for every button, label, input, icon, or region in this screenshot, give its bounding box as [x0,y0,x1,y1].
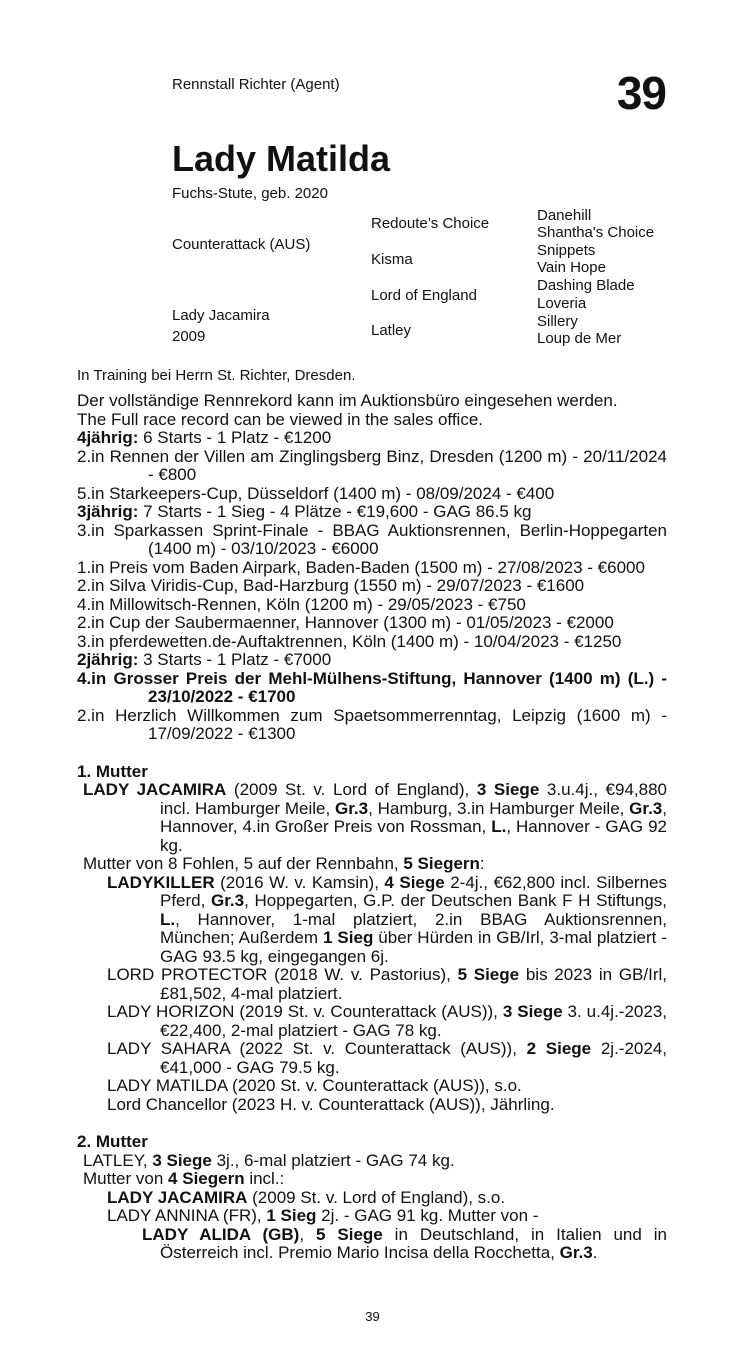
text-segment: (2009 St. v. Lord of England), [226,780,477,799]
text-segment: 3j., 6-mal platziert - GAG 74 kg. [211,1150,455,1170]
text-segment: 3.u.4j., €94,880 incl. Hamburger Meile, [160,780,667,818]
pedigree-great-grandparent: Loveria [537,295,587,312]
record-note-en: The Full race record can be viewed in the sales office. [77,409,484,429]
text-segment: 2j.-2024, €41,000 - GAG 79.5 kg. [160,1039,668,1077]
bold-segment: LADYKILLER [107,872,215,892]
text-segment: Mutter von [83,1169,169,1188]
bold-segment: 5 Siegern [403,854,480,873]
record-note-de: Der vollständige Rennrekord kann im Auktionsbüro eingesehen werden. [77,391,618,410]
text-segment: LADY MATILDA (2020 St. v. Counterattack (AUS)), s.o. [107,1076,522,1095]
bold-segment: Gr.3 [629,798,663,818]
first-dam-produce-list [77,874,667,1115]
text-segment: , Hoppegarten, G.P. der Deutschen Bank F H Stiftungs, [244,891,667,910]
second-dam-produce-intro [77,1170,667,1189]
catalogue-body [77,392,667,1263]
text-segment: LADY SAHARA (2022 St. v. Counterattack (AUS)), [107,1039,527,1058]
bold-segment: LADY ALIDA (GB) [142,1224,300,1244]
text-segment: , [299,1224,316,1244]
pedigree-sire: Counterattack (AUS) [172,236,311,253]
age-label: 2jährig: [77,650,139,669]
race-record [77,429,667,744]
pedigree-great-grandparent: Shantha's Choice [537,224,655,241]
pedigree-grandparent: Lord of England [371,287,477,304]
age-stats: 7 Starts - 1 Sieg - 4 Plätze - €19,600 - GAG 86.5 kg [138,502,532,521]
page-number: 39 [365,1309,380,1324]
bold-segment: 5 Siege [457,965,520,984]
race-result: 4.in Millowitsch-Rennen, Köln (1200 m) - 29/05/2023 - €750 [77,594,526,614]
pedigree-dam-year: 2009 [172,328,206,345]
age-summary [77,651,667,670]
second-dam-entry [77,1152,667,1171]
text-segment: LADY ANNINA (FR), [107,1206,267,1225]
text-segment: . [592,1243,598,1262]
bold-segment: Gr.3 [211,891,245,910]
bold-segment: 3 Siege [476,780,540,799]
bold-segment: L. [491,817,507,836]
text-segment: Mutter von 8 Fohlen, 5 auf der Rennbahn, [83,854,404,873]
second-dam-section [77,1133,667,1263]
text-segment: : [479,854,485,873]
bold-segment: 4 Siegern [168,1169,245,1188]
text-segment: Lord Chancellor (2023 H. v. Counterattack (AUS)), Jährling. [107,1094,555,1114]
text-segment: über Hürden in GB/Irl, 3-mal platziert - GAG 93.5 kg, eingegangen 6j. [160,928,667,966]
pedigree-great-grandparent: Sillery [537,313,578,330]
race-result: 2.in Cup der Saubermaenner, Hannover (1300 m) - 01/05/2023 - €2000 [77,613,614,632]
age-label: 4jährig: [77,428,139,447]
race-result: 2.in Herzlich Willkommen zum Spaetsommerrenntag, Leipzig (1600 m) - 17/09/2022 - €1300 [77,705,667,743]
bold-segment: 3 Siege [152,1150,212,1170]
produce-item [77,874,667,967]
pedigree-grandparent: Latley [371,322,412,339]
produce-item [77,1096,667,1115]
first-dam-section [77,763,667,1115]
first-dam-heading: 1. Mutter [77,761,148,781]
text-segment: (2016 W. v. Kamsin), [214,872,385,892]
lot-number: 39 [616,67,666,119]
age-label: 3jährig: [77,502,139,521]
race-result: 1.in Preis vom Baden Airpark, Baden-Baden (1500 m) - 27/08/2023 - €6000 [77,557,645,577]
second-dam-grand-produce [77,1226,667,1263]
bold-segment: LADY JACAMIRA [83,780,227,799]
text-segment: LORD PROTECTOR (2018 W. v. Pastorius), [107,965,458,984]
bold-segment: 4 Siege [384,872,445,892]
race-result: 5.in Starkeepers-Cup, Düsseldorf (1400 m) - 08/09/2024 - €400 [77,483,555,503]
training-info: In Training bei Herrn St. Richter, Dresden. [77,367,356,384]
produce-item [77,1207,667,1226]
text-segment: 2-4j., €62,800 incl. Silbernes Pferd, [160,872,667,910]
text-segment: 3. u.4j.-2023, €22,400, 2-mal platziert - GAG 78 kg. [160,1002,667,1040]
bold-segment: 1 Sieg [266,1206,317,1225]
pedigree-great-grandparent: Snippets [537,242,596,259]
text-segment: , Hannover - GAG 92 kg. [160,817,668,855]
race-result: 2.in Silva Viridis-Cup, Bad-Harzburg (1550 m) - 29/07/2023 - €1600 [77,576,585,595]
pedigree-dam: Lady Jacamira [172,307,270,324]
bold-segment: 1 Sieg [323,928,374,947]
first-dam-entry [77,781,667,855]
second-dam-produce-list [77,1189,667,1226]
produce-item [77,1189,667,1208]
race-result: 3.in Sparkassen Sprint-Finale - BBAG Auktionsrennen, Berlin-Hoppegarten (1400 m) - 03/10/2023 - €6000 [77,520,667,558]
pedigree-grandparent: Kisma [371,251,413,268]
race-result: 4.in Grosser Preis der Mehl-Mülhens-Stiftung, Hannover (1400 m) (L.) - 23/10/2022 - €1700 [77,668,667,706]
text-segment: in Deutschland, in Italien und in Österreich incl. Premio Mario Incisa della Rocchetta, [160,1224,667,1262]
bold-segment: 5 Siege [316,1224,383,1244]
age-summary [77,503,667,522]
pedigree-grandparent: Redoute’s Choice [371,215,490,232]
produce-item [77,1040,667,1077]
produce-item [77,1003,667,1040]
text-segment: LADY HORIZON (2019 St. v. Counterattack (AUS)), [107,1002,503,1021]
horse-name: Lady Matilda [172,138,391,179]
text-segment: incl.: [244,1169,285,1188]
second-dam-heading: 2. Mutter [77,1132,148,1151]
pedigree-great-grandparent: Loup de Mer [537,330,622,347]
pedigree-great-grandparent: Dashing Blade [537,277,635,294]
consignor: Rennstall Richter (Agent) [172,76,340,93]
first-dam-produce-intro [77,855,667,874]
pedigree-great-grandparent: Danehill [537,207,592,224]
age-stats: 3 Starts - 1 Platz - €7000 [138,650,332,669]
age-stats: 6 Starts - 1 Platz - €1200 [138,428,332,447]
text-segment: , Hannover, 1-mal platziert, 2.in BBAG Auktionsrennen, München; Außerdem [160,909,667,947]
text-segment: (2009 St. v. Lord of England), s.o. [247,1187,506,1207]
race-result: 3.in pferdewetten.de-Auftaktrennen, Köln (1400 m) - 10/04/2023 - €1250 [77,631,622,651]
text-segment: 2j. - GAG 91 kg. Mutter von - [316,1206,539,1225]
text-segment: , Hannover, 4.in Großer Preis von Rossman, [160,798,667,836]
bold-segment: 3 Siege [502,1002,563,1021]
bold-segment: Gr.3 [559,1243,593,1262]
bold-segment: Gr.3 [334,798,369,818]
produce-item [77,1077,667,1096]
age-summary [77,429,667,448]
text-segment: LATLEY, [83,1150,153,1170]
bold-segment: LADY JACAMIRA [107,1187,248,1207]
text-segment: bis 2023 in GB/Irl, £81,502, 4-mal platziert. [160,965,667,1003]
bold-segment: 2 Siege [526,1039,592,1058]
text-segment: , Hamburg, 3.in Hamburger Meile, [368,798,630,818]
produce-item [77,966,667,1003]
race-result: 2.in Rennen der Villen am Zinglingsberg Binz, Dresden (1200 m) - 20/11/2024 - €800 [77,446,667,484]
bold-segment: L. [160,909,176,929]
pedigree-great-grandparent: Vain Hope [537,259,606,276]
horse-description: Fuchs-Stute, geb. 2020 [172,185,328,202]
